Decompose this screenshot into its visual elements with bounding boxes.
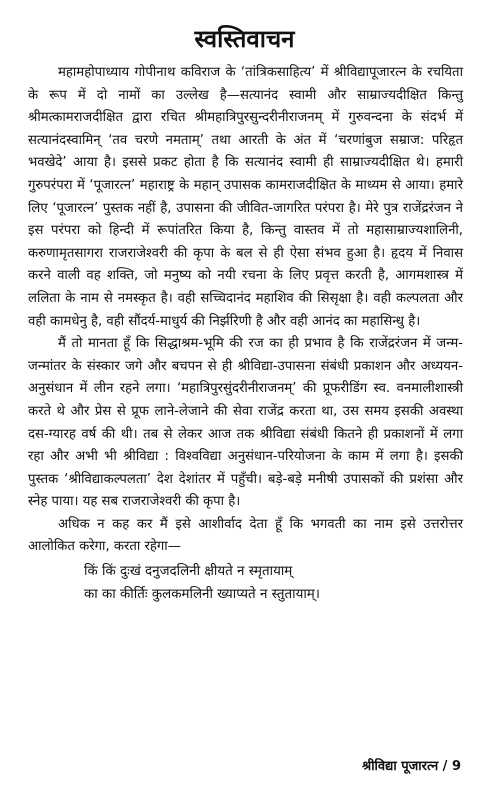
verse-line-1: किं किं दुःखं दनुजदलिनी क्षीयते न स्मृतायाम् xyxy=(84,564,293,580)
paragraph-1: महामहोपाध्याय गोपीनाथ कविराज के ‘तांत्रिकसाहित्य’ में श्रीविद्यापूजारत्न के रचयिता के रूप में दो नामों का उल्लेख है—सत्यानंद स्वामी और साम्राज्यदीक्षित किन्तु श्रीमत्कामराजदीक्षित द्वारा रचित श्रीमहात्रिपुरसुन्दरीनीराजनम् में गुरुवन्दना के संदर्भ में सत्यानंदस्वामिन् ‘तव चरणे नमताम्’ तथा आरती के अंत में ‘चरणांबुज सम्राज: परिहृत भवखेदे’ आया है। इससे प्रकट होता है कि सत्यानंद स्वामी ही साम्राज्यदीक्षित थे। हमारी गुरुपरंपरा में ‘पूजारत्न’ महाराष्ट्र के महान् उपासक कामराजदीक्षित के माध्यम से आया। हमारे लिए ‘पूजारत्न’ पुस्तक नहीं है, उपासना की जीवित-जागरित परंपरा है। मेरे पुत्र राजेंद्ररंजन ने इस परंपरा को हिन्दी में रूपांतरित किया है, किन्तु वास्तव में तो महासाम्राज्यशालिनी, करुणामृतसागरा राजराजेश्वरी की कृपा के बल से ही ऐसा संभव हुआ है। हृदय में निवास करने वाली वह शक्ति, जो मनुष्य को नयी रचना के लिए प्रवृत्त करती है, आगमशास्त्र में ललिता के नाम से नमस्कृत है। वही सच्चिदानंद महाशिव की सिसृक्षा है। वही कल्पलता और वही कामधेनु है, वही सौंदर्य-माधुर्य की निर्झरिणी है और वही आनंद का महासिन्धु है। xyxy=(28,65,463,329)
verse-block xyxy=(28,561,463,606)
verse-line-2: का का कीर्तिः कुलकमलिनी ख्याप्यते न स्तुतायाम्। xyxy=(84,586,320,602)
paragraph-3: अधिक न कह कर मैं इसे आशीर्वाद देता हूँ कि भगवती का नाम इसे उत्तरोत्तर आलोकित करेगा, करता रहेगा— xyxy=(28,516,463,555)
paragraph-2: मैं तो मानता हूँ कि सिद्धाश्रम-भूमि की रज का ही प्रभाव है कि राजेंद्ररंजन में जन्म-जन्मांतर के संस्कार जगे और बचपन से ही श्रीविद्या-उपासना संबंधी प्रकाशन और अध्ययन-अनुसंधान में लीन रहने लगा। ‘महात्रिपुरसुंदरीनीराजनम्’ की प्रूफरीडिंग स्व. वनमालीशास्त्री करते थे और प्रेस से प्रूफ लाने-लेजाने की सेवा राजेंद्र करता था, उस समय इसकी अवस्था दस-ग्यारह वर्ष की थी। तब से लेकर आज तक श्रीविद्या संबंधी कितने ही प्रकाशनों में लगा रहा और अभी भी श्रीविद्या : विश्वविद्या अनुसंधान-परियोजना के काम में लगा है। इसकी पुस्तक ‘श्रीविद्याकल्पलता’ देश देशांतर में पहुँची। बड़े-बड़े मनीषी उपासकों की प्रशंसा और स्नेह पाया। यह सब राजराजेश्वरी की कृपा है। xyxy=(28,336,463,510)
page-title: स्वस्तिवाचन xyxy=(194,25,295,53)
page-footer: श्रीविद्या पूजारत्न / 9 xyxy=(361,759,461,774)
body-text xyxy=(28,62,463,606)
